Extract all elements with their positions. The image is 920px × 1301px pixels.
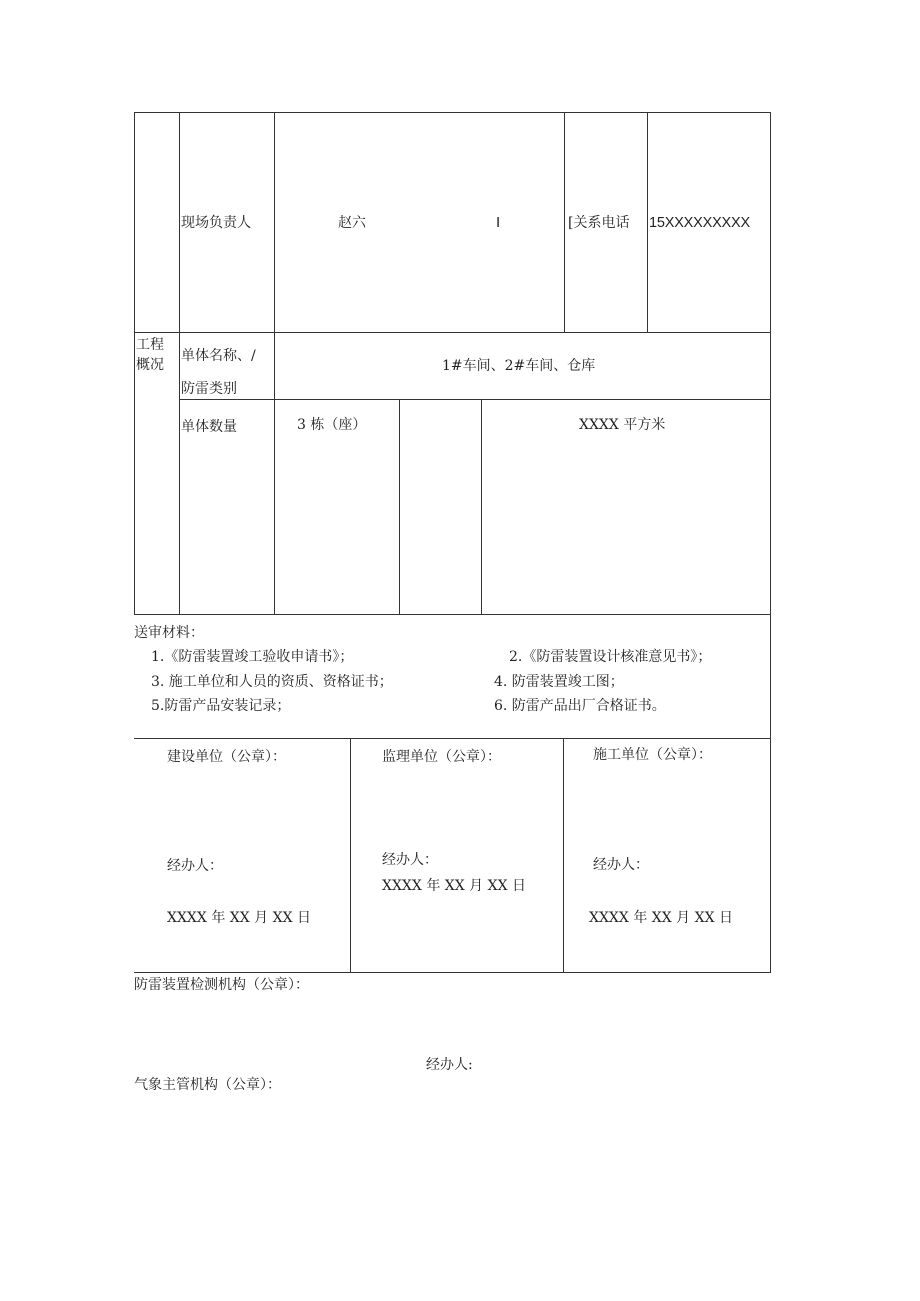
rule bbox=[134, 112, 771, 113]
lightning-class-label: 防雷类别 bbox=[181, 381, 237, 397]
text-cursor-mark: I bbox=[496, 214, 501, 231]
inspection-handler-label: 经办人: bbox=[426, 1057, 473, 1073]
rule bbox=[134, 332, 771, 333]
phone-value: 15XXXXXXXXX bbox=[649, 215, 750, 231]
rule bbox=[563, 738, 564, 973]
material-item: 2.《防雷装置设计核准意见书》； bbox=[509, 649, 712, 665]
rule bbox=[564, 112, 565, 333]
material-item: 5.防雷产品安装记录； bbox=[151, 698, 291, 714]
phone-label: [关系电话 bbox=[568, 215, 630, 231]
site-manager-label: 现场负责人 bbox=[181, 215, 251, 231]
building-count-label: 单体数量 bbox=[181, 419, 237, 435]
rule bbox=[179, 399, 771, 400]
owner-handler-label: 经办人： bbox=[167, 858, 223, 874]
rule bbox=[350, 738, 351, 973]
rule bbox=[647, 112, 648, 333]
building-name-value: 1#车间、2#车间、仓库 bbox=[442, 358, 596, 374]
rule bbox=[274, 112, 275, 615]
rule bbox=[134, 614, 771, 615]
material-item: 6. 防雷产品出厂合格证书。 bbox=[494, 698, 666, 714]
materials-title: 送审材料： bbox=[134, 625, 204, 641]
building-name-label: 单体名称、/ bbox=[181, 348, 256, 364]
contractor-seal-title: 施工单位（公章）： bbox=[593, 747, 712, 763]
overview-label: 概况 bbox=[136, 357, 164, 373]
rule bbox=[134, 972, 771, 973]
owner-date: XXXX 年 XX 月 XX 日 bbox=[167, 910, 311, 926]
contractor-handler-label: 经办人： bbox=[593, 857, 649, 873]
rule bbox=[770, 112, 771, 973]
site-manager-name: 赵六 bbox=[338, 215, 366, 231]
rule bbox=[399, 399, 400, 615]
rule bbox=[179, 112, 180, 615]
rule bbox=[134, 738, 771, 739]
rule bbox=[481, 399, 482, 615]
overview-label: 工程 bbox=[136, 337, 164, 353]
meteo-org-label: 气象主管机构（公章）： bbox=[134, 1077, 281, 1093]
supervisor-date: XXXX 年 XX 月 XX 日 bbox=[382, 878, 526, 894]
supervisor-seal-title: 监理单位（公章）： bbox=[382, 749, 501, 765]
rule bbox=[134, 112, 135, 615]
supervisor-handler-label: 经办人： bbox=[382, 852, 438, 868]
material-item: 3. 施工单位和人员的资质、资格证书； bbox=[151, 674, 393, 690]
contractor-date: XXXX 年 XX 月 XX 日 bbox=[589, 910, 733, 926]
owner-seal-title: 建设单位（公章）： bbox=[167, 749, 286, 765]
material-item: 4. 防雷装置竣工图； bbox=[494, 674, 624, 690]
building-count-value: 3 栋（座） bbox=[297, 417, 367, 433]
building-area-value: XXXX 平方米 bbox=[579, 417, 666, 433]
material-item: 1.《防雷装置竣工验收申请书》； bbox=[151, 649, 354, 665]
inspection-org-label: 防雷装置检测机构（公章）： bbox=[134, 977, 309, 993]
